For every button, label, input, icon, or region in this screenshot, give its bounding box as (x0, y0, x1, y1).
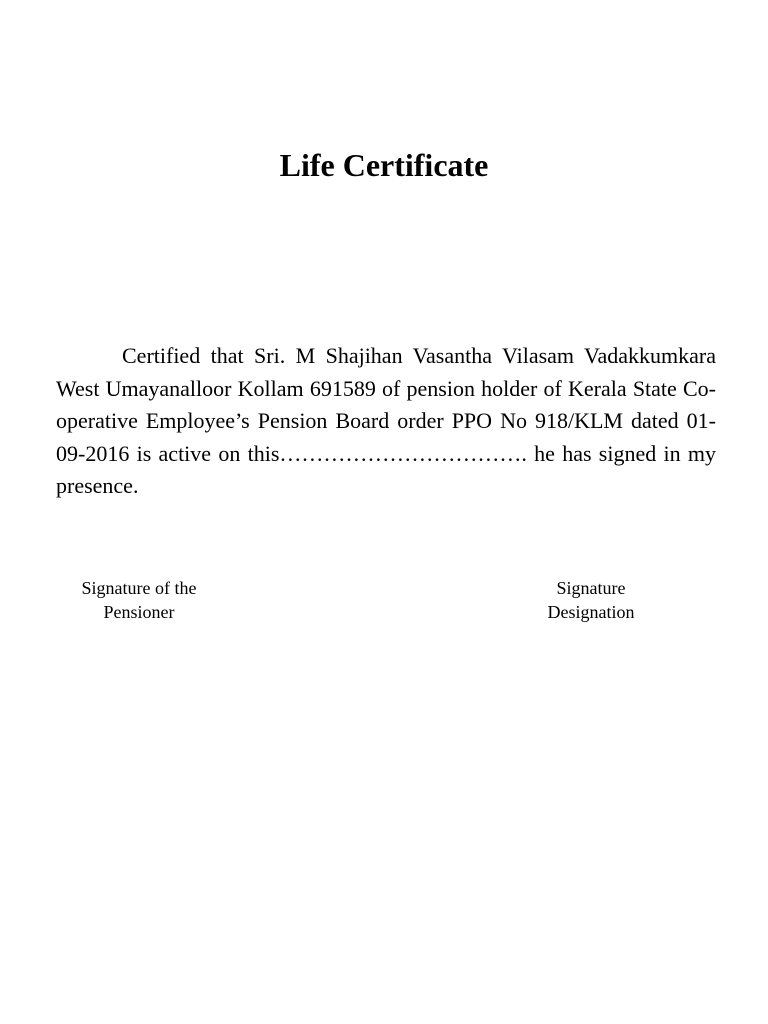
officer-designation-label: Designation (547, 602, 635, 622)
pensioner-signature-block (56, 576, 222, 624)
officer-signature-block (520, 576, 662, 624)
pensioner-signature-label-line2: Pensioner (103, 602, 175, 622)
pensioner-signature-label-line1: Signature of the (81, 578, 197, 598)
document-title: Life Certificate (279, 147, 489, 183)
officer-signature-label: Signature (556, 578, 626, 598)
certificate-body-paragraph: Certified that Sri. M Shajihan Vasantha Vilasam Vadakkumkara West Umayanalloor Kollam 691589 of pension holder of Kerala State Co-operative Employee’s Pension Board order PPO No 918/KLM dated 01-09-2016 is active on this……………………………. he has signed in my presence. (56, 343, 716, 498)
